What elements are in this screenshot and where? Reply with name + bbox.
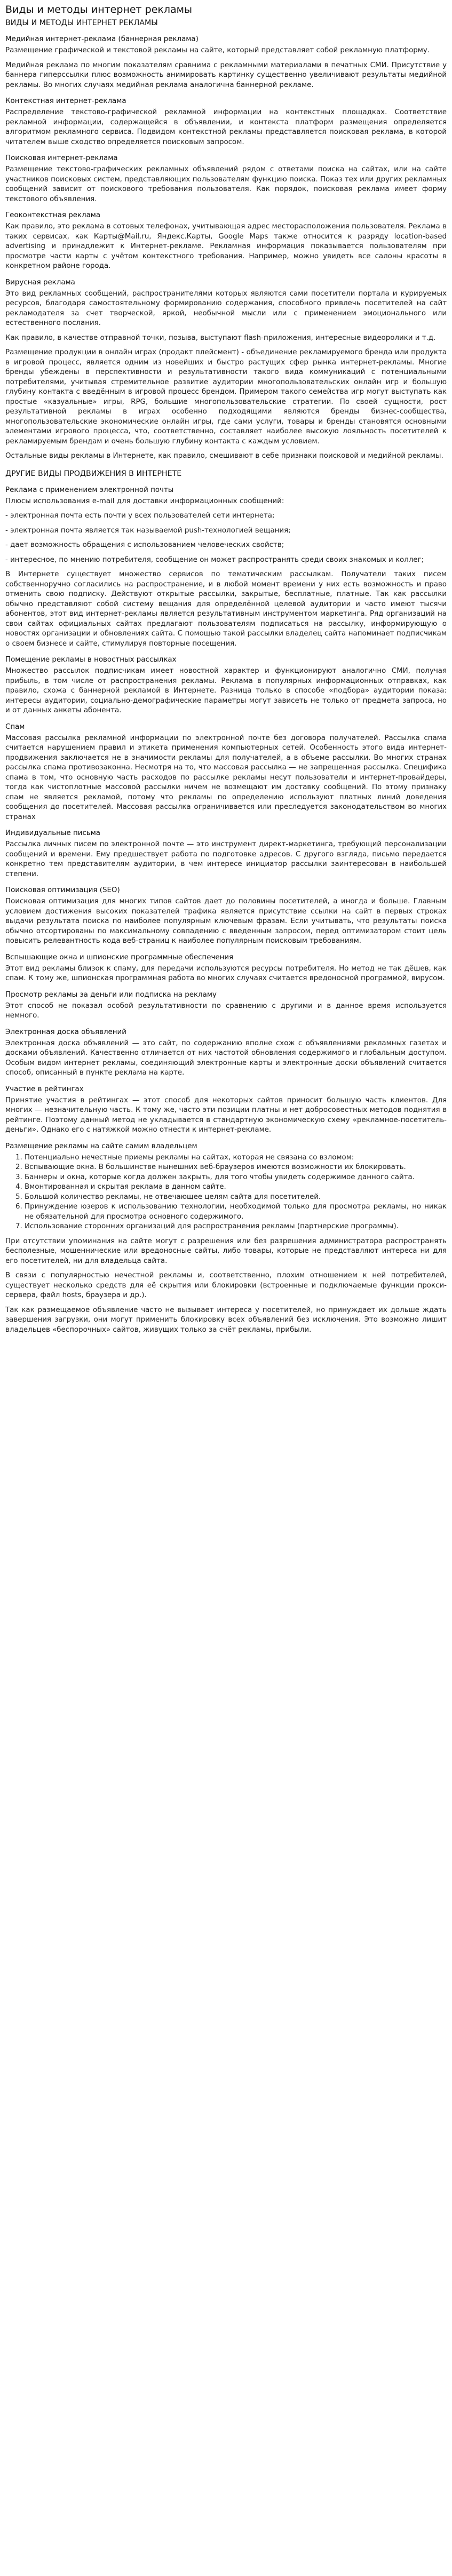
paragraph: Распределение текстово-графической рекламной информации на контекстных площадках. Соответствие рекламной информации, содержащейся в объявлении, и контекста платформ размещения определяется алгоритмом рекламного сервиса. Подвидом контекстной рекламы представляется поисковая реклама, в которой читателем выше сходство определяется поисковым запросом. bbox=[5, 108, 447, 146]
page-title: Виды и методы интернет рекламы bbox=[5, 4, 192, 15]
subsection-heading: Вспышающие окна и шпионские программные обеспечения bbox=[5, 953, 234, 961]
paragraph: Остальные виды рекламы в Интернете, как правило, смешивают в себе признаки поисковой и медийной рекламы. bbox=[5, 452, 443, 460]
subsection-heading: Контекстная интернет-реклама bbox=[5, 97, 126, 105]
paragraph: При отсутствии упоминания на сайте могут с разрешения или без разрешения администратора распространять бесполезные, мошеннические или вредоносные сайты, либо товары, которые не представляют интереса ни для его посетителей, ни для владельца сайта. bbox=[5, 1237, 447, 1265]
paragraph: Массовая рассылка рекламной информации по электронной почте без договора получателей. Рассылка спама считается нарушением правил и этикета применения компьютерных сетей. Особенность этого вида интернет-продвижения заключается не в значимости рекламы для получателей, а в объеме рассылки. Во многих странах рассылка спама противозаконна. Несмотря на то, что массовая рассылка — не запрещенная рассылка. Специфика спама в том, что основную часть расходов по рассылке рекламы несут пользователи и интернет-провайдеры, тогда как чистоплотные массовой рассылки ничем не возмещают им доставку сообщений. По этому признаку спам не является рекламой, потому что рекламы по определению используют платных линий доведения сообщения до посетителей. Массовая рассылка ограничивается или преследуется законодательством во многих странах bbox=[5, 734, 447, 821]
paragraph: Как правило, это реклама в сотовых телефонах, учитывающая адрес месторасположения пользователя. Реклама в таких сервисах, как Карты@Mail.ru, Яндекс.Карты, Google Maps также относится к разряду location-based advertising и принадлежит к Интернет-рекламе. Рекламная информация показывается пользователям при просмотре части карты с учётом контекстного требования. Например, можно увидеть все салоны красоты в конкретном районе города. bbox=[5, 222, 447, 270]
list-item: 2. Вспывающие окна. В большинстве нынешних веб-браузеров имеются возможности их блокировать. bbox=[25, 1163, 447, 1173]
paragraph: Плюсы использования e-mail для доставки информационных сообщений: bbox=[5, 497, 284, 505]
subsection-heading: Вирусная реклама bbox=[5, 278, 75, 287]
paragraph: В Интернете существует множество сервисов по тематическим рассылкам. Получатели таких писем собственноручно согласились на распространение, и в любой момент времени у них есть возможность и право отменить свою подписку. Действуют открытые рассылки, закрытые, бесплатные, платные. Так как рассылки обычно представляют собой систему вещания для определённой целевой аудитории и часто имеют тысячи абонентов, этот вид интернет-рекламы является результативным инструментом маркетинга. Ряд организаций на свои сайтах официальных сайтах предлагают пользователям подписаться на рассылку, информирующую о новостях организации и обновлениях сайта. С помощью такой рассылки владелец сайта напоминает подписчикам о своем бизнесе и сайте, стимулируя повторные посещения. bbox=[5, 570, 447, 648]
paragraph: Рассылка личных писем по электронной почте — это инструмент директ-маркетинга, требующий персонализации сообщений и времени. Ему предшествует работа по подготовке адресов. С другого взгляда, письмо передается конкретно тем представителям аудитории, в чем интересе инициатор рассылки заинтересован в наибольшей степени. bbox=[5, 840, 447, 878]
subsection-heading: Спам bbox=[5, 722, 25, 731]
paragraph: В связи с популярностью нечестной рекламы и, соответственно, плохим отношением к ней потребителей, существует несколько средств для её скрытия или блокировки (встроенные и подключаемые функции прокси-сервера, файл hosts, браузера и др.). bbox=[5, 1271, 447, 1299]
paragraph: - электронная почта является так называемой push-технологией вещания; bbox=[5, 526, 291, 535]
paragraph: Размещение текстово-графических рекламных объявлений рядом с ответами поиска на сайтах, или на сайте участников поисковых систем, представляющих пользователям функцию поиска. Показ тех или других рекламных сообщений зависит от поискового требования пользователя. Как порядок, поисковая реклама имеет форму текстового объявления. bbox=[5, 165, 447, 203]
paragraph: Как правило, в качестве отправной точки, позыва, выступают flash-приложения, интересные видеоролики и т.д. bbox=[5, 333, 436, 342]
paragraph: Медийная реклама по многим показателям сравнима с рекламными материалами в печатных СМИ. Присутствие у баннера гиперссылки плюс возможность анимировать картинку существенно увеличивают результаты медийной рекламы. Во многих случаях медийная реклама аналогична баннерной рекламе. bbox=[5, 61, 447, 89]
paragraph: Поисковая оптимизация для многих типов сайтов дает до половины посетителей, а иногда и больше. Главным условием достижения высоких показателей трафика является присутствие ссылки на сайт в первых строках выдачи результата поиска по наиболее популярным ключевым фразам. Если учитывать, что результаты поиска обычно отсортированы по максимальному совпадению с введенным запросом, перед оптимизатором стоит цель повысить релевантность кода веб-страниц к наиболее популярным поисковым требованиям. bbox=[5, 897, 447, 945]
paragraph: Размещение продукции в онлайн играх (продакт плейсмент) - объединение рекламируемого бренда или продукта в игровой процесс, является одним из новейших и быстро растущих сфер рынка интернет-рекламы. Многие бренды убеждены в перспективности и результативности такого вида коммуникаций с потенциальными потребителями, учитывая стремительное развитие аудитории многопользовательских онлайн игр и большую глубину контакта с введённым в игровой процесс брендом. Примером такого семейства игр могут выступать как простые «казуальные» игры, RPG, большие многопользовательские стратегии. По своей сущности, рост результативной рекламы в играх особенно подходящими являются бренды бизнес-сообщества, многопользовательские экономические онлайн игры, где сами услуги, товары и бренды становятся основными элементами игрового процесса, что, соответственно, составляет наиболее высокую лояльность посетителей к рекламируемым брендам и очень большую глубину контакта с каждым условием. bbox=[5, 348, 447, 446]
paragraph: Размещение графической и текстовой рекламы на сайте, который представляет собой рекламную платформу. bbox=[5, 46, 430, 54]
section-heading: ДРУГИЕ ВИДЫ ПРОДВИЖЕНИЯ В ИНТЕРНЕТЕ bbox=[5, 469, 182, 478]
list-item: 5. Большой количество рекламы, не отвечающее целям сайта для посетителей. bbox=[25, 1192, 447, 1203]
list-item: 3. Баннеры и окна, которые когда должен закрыть, для того чтобы увидеть содержимое данного сайта. bbox=[25, 1173, 447, 1183]
subsection-heading: Помещение рекламы в новостных рассылках bbox=[5, 656, 177, 664]
paragraph: Этот вид рекламы близок к спаму, для передачи используются ресурсы потребителя. Но метод не так дёшев, как спам. К тому же, шпионская программная работа во многих случаях считается вредоносной программой, вирусом. bbox=[5, 964, 447, 982]
subsection-heading: Участие в рейтингах bbox=[5, 1085, 84, 1093]
paragraph: Принятие участия в рейтингах — этот способ для некоторых сайтов приносит большую часть клиентов. Для многих — незначительную часть. К тому же, часто эти позиции платны и нет добросовестных методов поднятия в рейтинге. Поэтому данный метод не укладывается в стандартную экономическую схему «рекламное-посетитель-деньги». Однако его с натяжкой можно отнести к интернет-рекламе. bbox=[5, 1096, 447, 1134]
list-item: 7. Использование сторонних организаций для распространения рекламы (партнерские программы). bbox=[25, 1222, 447, 1232]
subsection-heading: Геоконтекстная реклама bbox=[5, 211, 101, 219]
subsection-heading: Поисковая оптимизация (SEO) bbox=[5, 886, 120, 894]
subsection-heading: Размещение рекламы на сайте самим владельцем bbox=[5, 1142, 197, 1150]
subsection-heading: Реклама с применением электронной почты bbox=[5, 486, 174, 494]
subsection-heading: Просмотр рекламы за деньги или подписка на рекламу bbox=[5, 990, 217, 999]
paragraph: Множество рассылок подписчикам имеет новостной характер и функционируют аналогично СМИ, получая прибыль, в том числе от распространения рекламы. Реклама в популярных информационных отправках, как правило, схожа с баннерной рекламой в Интернете. Разница только в способе «подбора» аудитории показа: интересы аудитории, социально-демографические параметры могут зависеть не только от предмета запроса, но и от данных анкеты абонента. bbox=[5, 667, 447, 714]
section-heading: ВИДЫ И МЕТОДЫ ИНТЕРНЕТ РЕКЛАМЫ bbox=[5, 19, 158, 27]
paragraph: - электронная почта есть почти у всех пользователей сети интернета; bbox=[5, 512, 275, 520]
paragraph: - дает возможность обращения с использованием человеческих свойств; bbox=[5, 541, 284, 549]
list-item: 1. Потенциально нечестные приемы рекламы на сайтах, которая не связана со взломом: bbox=[25, 1153, 447, 1163]
numbered-list bbox=[5, 1153, 447, 1232]
subsection-heading: Электронная доска объявлений bbox=[5, 1028, 126, 1036]
list-item: 4. Вмонтированная и скрытая реклама в данном сайте. bbox=[25, 1182, 447, 1192]
subsection-heading: Поисковая интернет-реклама bbox=[5, 154, 118, 162]
list-item: 6. Принуждение юзеров к использованию технологии, необходимой только для просмотра рекламы, но никак не обязательной для просмотра основного содержимого. bbox=[25, 1202, 447, 1222]
paragraph: Этот способ не показал особой результативности по сравнению с другими и в данное время используется немного. bbox=[5, 1001, 447, 1020]
subsection-heading: Индивидуальные письма bbox=[5, 829, 101, 837]
paragraph: - интересное, по мнению потребителя, сообщение он может распространять среди своих знакомых и коллег; bbox=[5, 555, 424, 564]
paragraph: Это вид рекламных сообщений, распространителями которых являются сами посетители портала и курируемых ресурсов, благодаря самостоятельному формированию содержания, способного привлечь посетителей на сайт рекламодателя за счет творческой, яркой, необычной мысли или с применением эмоционального или естественного послания. bbox=[5, 289, 447, 327]
paragraph: Так как размещаемое объявление часто не вызывает интереса у посетителей, но принуждает их дольше ждать завершения загрузки, они могут применить блокировку всех объявлений без исключения. Это возможно лишит владельцев «беспорочных» сайтов, живущих только за счёт рекламы, прибыли. bbox=[5, 1306, 447, 1334]
subsection-heading: Медийная интернет-реклама (баннерная реклама) bbox=[5, 35, 199, 43]
paragraph: Электронная доска объявлений — это сайт, по содержанию вполне схож с объявлениями рекламных газетах и досками объявлений. Качественно отличается от них частотой обновления содержимого и глобальным доступом. Особым видом интернет рекламы, соединяющий электронные карты и электронные доски объявлений считается способ, описанный в пункте реклама на карте. bbox=[5, 1039, 447, 1077]
